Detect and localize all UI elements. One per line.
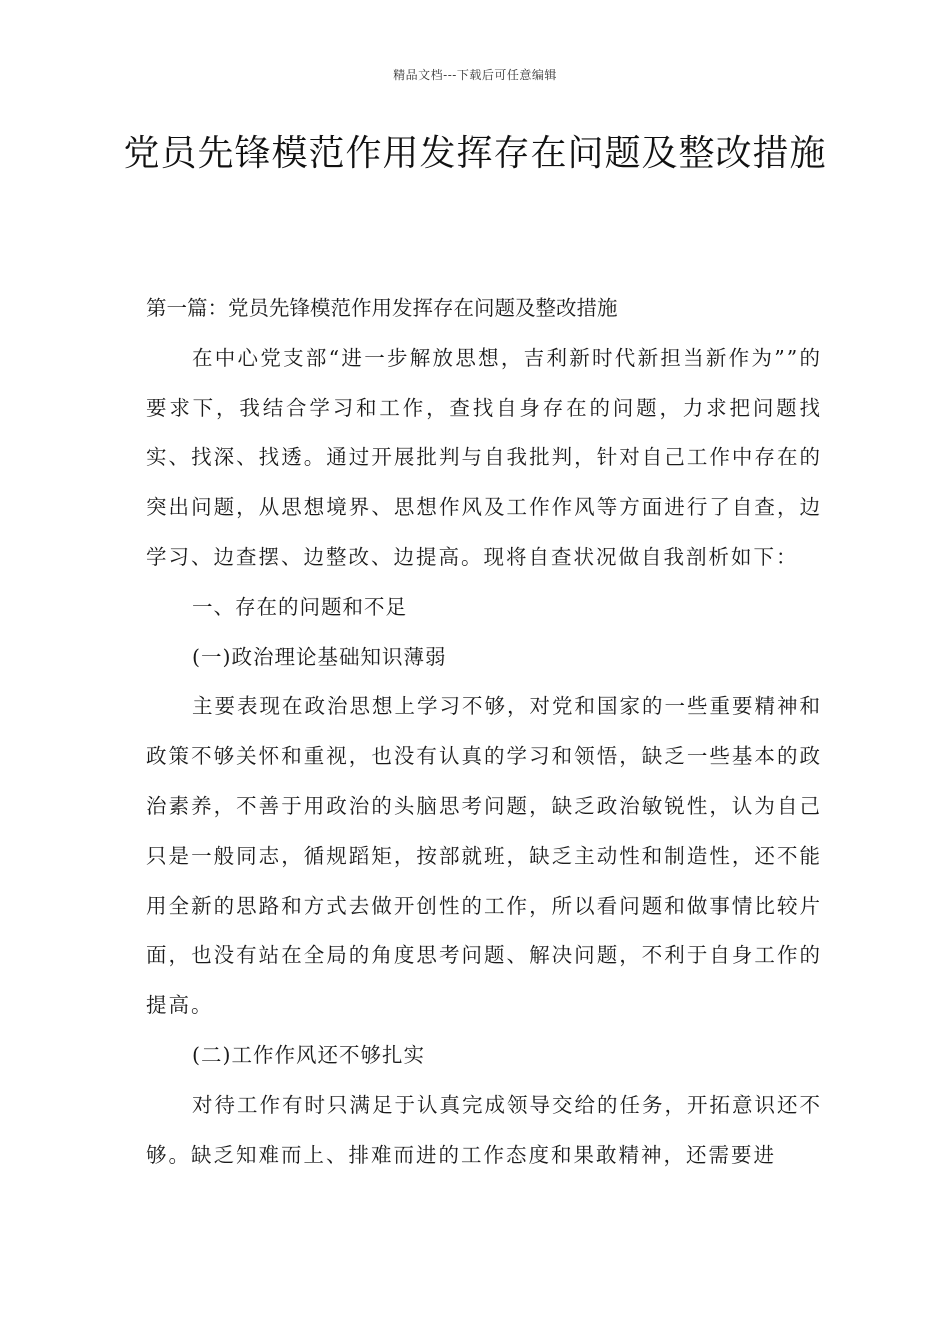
paragraph-political-theory: 主要表现在政治思想上学习不够，对党和国家的一些重要精神和政策不够关怀和重视，也没有认真的学习和领悟，缺乏一些基本的政治素养，不善于用政治的头脑思考问题，缺乏政治敏锐性，认为自己只是一般同志，循规蹈矩，按部就班，缺乏主动性和制造性，还不能用全新的思路和方式去做开创性的工作，所以看问题和做事情比较片面，也没有站在全局的角度思考问题、解决问题，不利于自身工作的提高。 — [146, 694, 822, 1018]
subheading-work-style: (二)工作作风还不够扎实 — [192, 1042, 425, 1067]
header-note: 精品文档---下载后可任意编辑 — [393, 68, 557, 82]
paragraph-work-style: 对待工作有时只满足于认真完成领导交给的任务，开拓意识还不够。缺乏知难而上、排难而进的工作态度和果敢精神，还需要进 — [146, 1092, 822, 1167]
subheading-political-theory: (一)政治理论基础知识薄弱 — [192, 644, 447, 669]
document-body — [146, 284, 822, 1180]
section-heading: 一、存在的问题和不足 — [192, 594, 407, 619]
chapter-line: 第一篇：党员先锋模范作用发挥存在问题及整改措施 — [146, 296, 618, 320]
document-title: 党员先锋模范作用发挥存在问题及整改措施 — [123, 133, 827, 174]
intro-paragraph: 在中心党支部“进一步解放思想，吉利新时代新担当新作为””的要求下，我结合学习和工作，查找自身存在的问题，力求把问题找实、找深、找透。通过开展批判与自我批判，针对自己工作中存在的突出问题，从思想境界、思想作风及工作作风等方面进行了自查，边学习、边查摆、边整改、边提高。现将自查状况做自我剖析如下： — [146, 345, 822, 569]
